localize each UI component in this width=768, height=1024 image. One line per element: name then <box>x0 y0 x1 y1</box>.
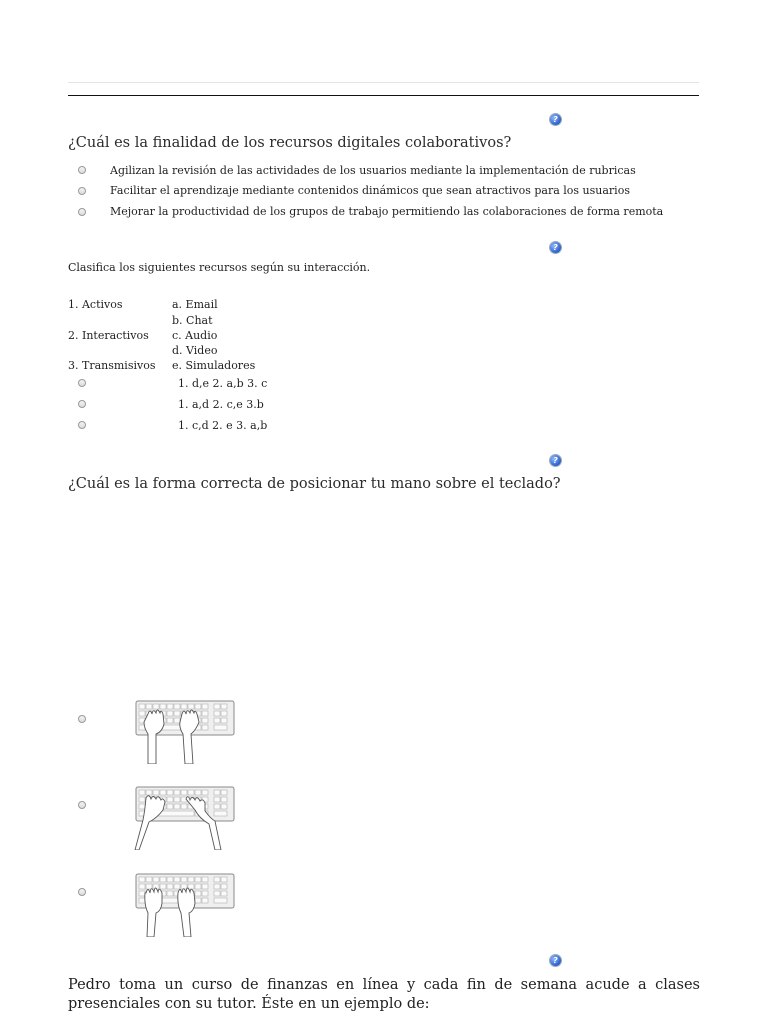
q2-option-3-label: 1. c,d 2. e 3. a,b <box>178 419 268 432</box>
top-divider <box>68 95 699 96</box>
question-4-text: Pedro toma un curso de finanzas en línea y cada fin de semana acude a clases presenciales con su tutor. Éste en un ejemplo de: <box>68 977 700 1012</box>
radio-q2-option-3[interactable] <box>78 421 86 429</box>
radio-q1-option-3[interactable] <box>78 208 86 216</box>
question-1-title: ¿Cuál es la finalidad de los recursos digitales colaborativos? <box>68 135 512 151</box>
category-active: 1. Activos <box>68 298 123 311</box>
radio-q1-option-1[interactable] <box>78 166 86 174</box>
radio-q3-option-1[interactable] <box>78 715 86 723</box>
category-interactive: 2. Interactivos <box>68 329 149 342</box>
q2-option-2-label: 1. a,d 2. c,e 3.b <box>178 398 264 411</box>
radio-q1-option-2[interactable] <box>78 187 86 195</box>
help-icon[interactable]: ? <box>550 455 561 466</box>
q1-option-3-label: Mejorar la productividad de los grupos de trabajo permitiendo las colaboraciones de forma remota <box>110 205 664 218</box>
q2-option-1-label: 1. d,e 2. a,b 3. c <box>178 377 268 390</box>
resource-d: d. Video <box>172 344 218 357</box>
radio-q3-option-2[interactable] <box>78 801 86 809</box>
keyboard-hands-icon <box>134 873 236 937</box>
radio-q2-option-1[interactable] <box>78 379 86 387</box>
help-icon[interactable]: ? <box>550 242 561 253</box>
resource-a: a. Email <box>172 298 218 311</box>
q1-option-1-label: Agilizan la revisión de las actividades de los usuarios mediante la implementación de rubricas <box>110 164 636 177</box>
keyboard-hands-icon <box>134 786 236 850</box>
question-2-title: Clasifica los siguientes recursos según su interacción. <box>68 261 371 274</box>
keyboard-hands-icon <box>134 700 236 764</box>
question-3-title: ¿Cuál es la forma correcta de posicionar tu mano sobre el teclado? <box>68 476 561 492</box>
help-icon[interactable]: ? <box>550 114 561 125</box>
help-icon[interactable]: ? <box>550 955 561 966</box>
radio-q2-option-2[interactable] <box>78 400 86 408</box>
resource-b: b. Chat <box>172 314 213 327</box>
q1-option-2-label: Facilitar el aprendizaje mediante contenidos dinámicos que sean atractivos para los usuarios <box>110 184 630 197</box>
resource-c: c. Audio <box>172 329 218 342</box>
resource-e: e. Simuladores <box>172 359 256 372</box>
radio-q3-option-3[interactable] <box>78 888 86 896</box>
category-transmissive: 3. Transmisivos <box>68 359 156 372</box>
top-divider-light <box>68 82 699 83</box>
